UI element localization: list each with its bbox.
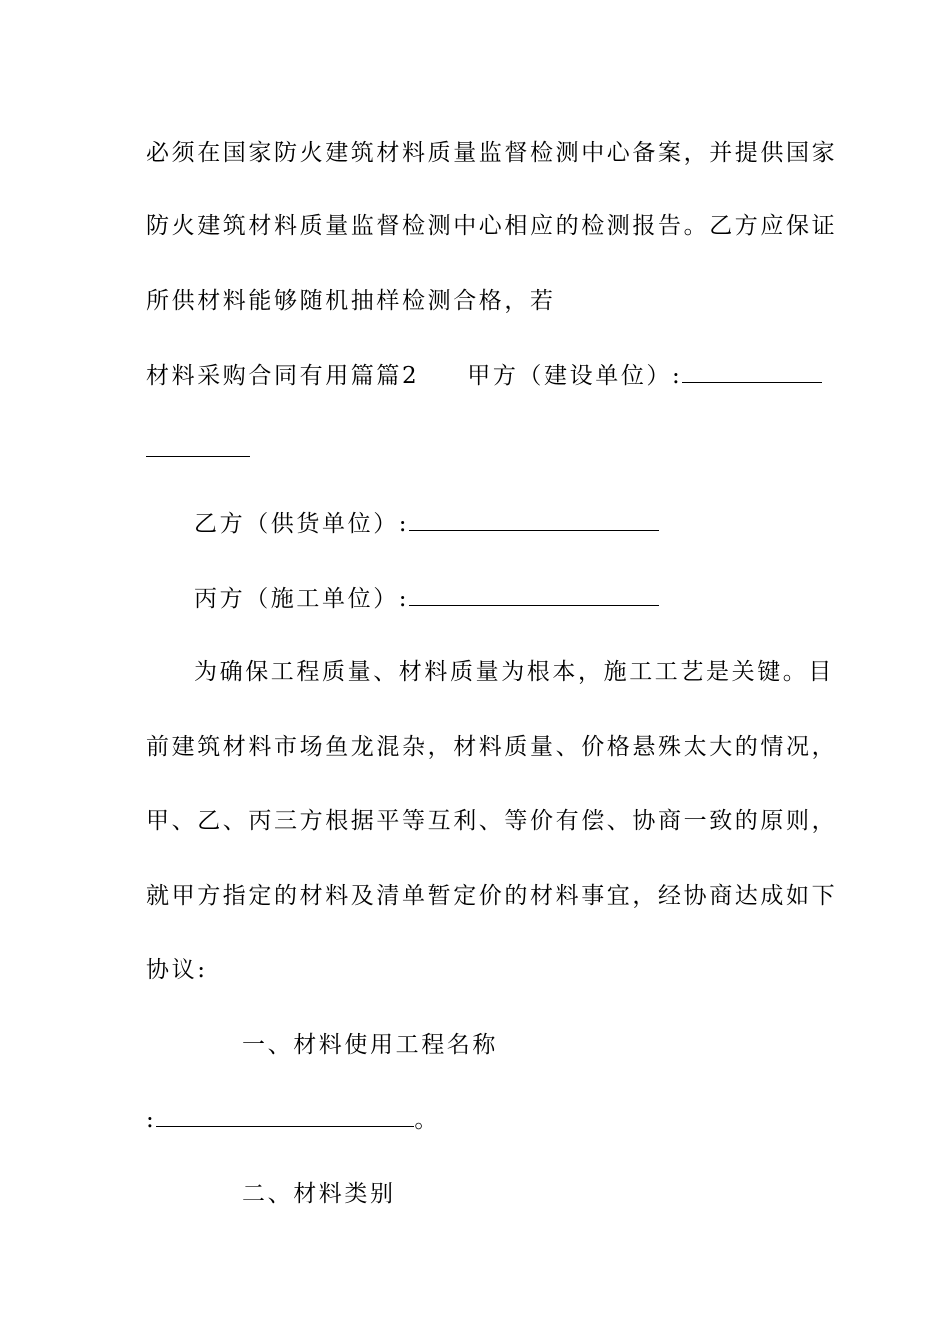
paragraph-line: 协议: — [146, 957, 208, 983]
section-heading: 材料采购合同有用篇篇2 — [146, 363, 420, 389]
section-1-period: 。 — [414, 1107, 440, 1133]
party-b-label: 乙方（供货单位）: — [194, 511, 410, 537]
section-2-title: 二、材料类别 — [242, 1181, 396, 1207]
paragraph-line: 防火建筑材料质量监督检测中心相应的检测报告。乙方应保证 — [146, 213, 838, 239]
heading-line — [146, 360, 822, 391]
party-c-line — [194, 583, 659, 614]
party-b-line — [194, 508, 659, 539]
section-1-blank — [156, 1104, 414, 1127]
paragraph-line: 就甲方指定的材料及清单暂定价的材料事宜，经协商达成如下 — [146, 883, 838, 909]
paragraph-line: 所供材料能够随机抽样检测合格，若 — [146, 288, 556, 314]
party-b-blank — [409, 508, 659, 531]
paragraph-line: 前建筑材料市场鱼龙混杂，材料质量、价格悬殊太大的情况， — [146, 734, 838, 760]
paragraph-line: 为确保工程质量、材料质量为根本，施工工艺是关键。目 — [194, 659, 834, 685]
section-1-blank-line — [146, 1104, 440, 1135]
party-a-label: 甲方（建设单位）: — [467, 363, 683, 389]
party-a-blank-continuation — [146, 434, 250, 465]
section-1-title: 一、材料使用工程名称 — [242, 1032, 498, 1058]
party-a-blank-line2 — [146, 434, 250, 457]
party-c-label: 丙方（施工单位）: — [194, 586, 410, 612]
party-c-blank — [409, 583, 659, 606]
party-a-blank — [682, 360, 822, 383]
section-1-colon: : — [146, 1107, 157, 1133]
paragraph-line: 甲、乙、丙三方根据平等互利、等价有偿、协商一致的原则， — [146, 808, 838, 834]
paragraph-line: 必须在国家防火建筑材料质量监督检测中心备案，并提供国家 — [146, 140, 838, 166]
